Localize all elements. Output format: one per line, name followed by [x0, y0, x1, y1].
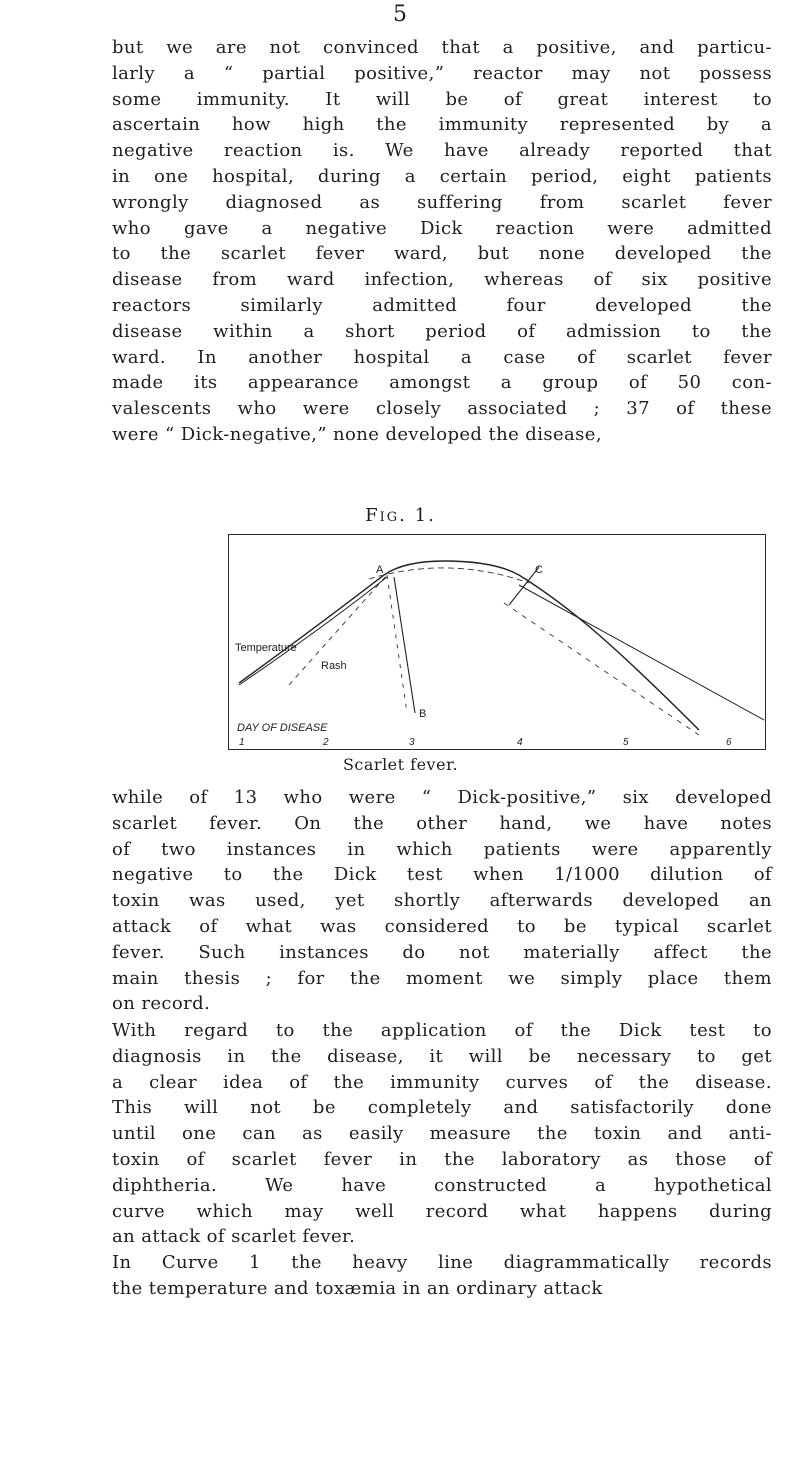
label-temperature: Temperature — [235, 642, 297, 654]
text-line: to the scarlet fever ward, but none developed the — [112, 243, 772, 265]
text-line: In Curve 1 the heavy line diagrammatically records — [112, 1252, 772, 1273]
text-line: main thesis ; for the moment we simply place them — [112, 967, 772, 989]
text-line: negative reaction is. We have already reported that — [112, 140, 772, 162]
text-line: wrongly diagnosed as suffering from scarlet fever — [112, 191, 772, 213]
text-line: were “ Dick-negative,” none developed the disease, — [112, 423, 602, 445]
text-line: disease within a short period of admission to the — [112, 320, 772, 342]
text-line: ward. In another hospital a case of scarlet fever — [112, 346, 772, 368]
text-line: until one can as easily measure the toxin and anti- — [112, 1123, 772, 1145]
text-line: in one hospital, during a certain period, eight patients — [112, 165, 772, 187]
text-line: attack of what was considered to be typical scarlet — [112, 915, 772, 937]
text-line: while of 13 who were “ Dick-positive,” six developed — [112, 787, 772, 808]
paragraph-4 — [112, 1250, 772, 1302]
text-line: a clear idea of the immunity curves of the disease. — [112, 1071, 772, 1093]
text-line: valescents who were closely associated ; 37 of these — [112, 398, 772, 420]
figure-sub-caption: Scarlet fever. — [342, 755, 459, 774]
page-number: 5 — [393, 2, 408, 27]
figure-1-frame — [228, 534, 766, 750]
text-line: negative to the Dick test when 1/1000 dilution of — [112, 864, 772, 886]
text-line: With regard to the application of the Dick test to — [112, 1020, 772, 1041]
day-tick-4: 4 — [517, 737, 523, 748]
day-tick-6: 6 — [726, 737, 732, 748]
c-falling-dashed — [504, 603, 699, 735]
text-line: scarlet fever. On the other hand, we have notes — [112, 812, 772, 834]
text-line: disease from ward infection, whereas of six positive — [112, 269, 772, 291]
text-line: the temperature and toxæmia in an ordinary attack — [112, 1277, 603, 1299]
label-c: C — [535, 564, 543, 576]
text-line: made its appearance amongst a group of 50 con- — [112, 372, 772, 394]
text-line: reactors similarly admitted four developed the — [112, 294, 772, 316]
text-line: larly a “ partial positive,” reactor may not possess — [112, 62, 772, 84]
figure-1-diagram — [229, 535, 765, 749]
day-tick-1: 1 — [239, 737, 245, 748]
text-line: toxin of scarlet fever in the laboratory as those of — [112, 1148, 772, 1170]
text-line: diagnosis in the disease, it will be necessary to get — [112, 1045, 772, 1067]
figure-caption-number: 1. — [414, 505, 436, 526]
text-line: This will not be completely and satisfactorily done — [112, 1097, 772, 1119]
paragraph-1 — [112, 35, 772, 448]
text-line: curve which may well record what happens during — [112, 1200, 772, 1222]
axis-title: DAY OF DISEASE — [237, 722, 328, 734]
text-line: fever. Such instances do not materially affect the — [112, 941, 772, 963]
label-rash: Rash — [321, 660, 347, 672]
text-line: who gave a negative Dick reaction were admitted — [112, 217, 772, 239]
day-ticks — [239, 737, 732, 748]
text-line: of two instances in which patients were apparently — [112, 838, 772, 860]
text-line: an attack of scarlet fever. — [112, 1226, 356, 1248]
text-line: but we are not convinced that a positive, and particu- — [112, 37, 772, 58]
day-tick-2: 2 — [323, 737, 329, 748]
text-line: ascertain how high the immunity represented by a — [112, 114, 772, 136]
label-a: A — [376, 564, 384, 576]
day-tick-3: 3 — [409, 737, 415, 748]
text-line: on record. — [112, 993, 211, 1015]
temperature-curve-underline — [239, 577, 387, 685]
text-line: diphtheria. We have constructed a hypothetical — [112, 1174, 772, 1196]
day-tick-5: 5 — [623, 737, 629, 748]
paragraph-2 — [112, 785, 772, 1017]
paragraph-3 — [112, 1018, 772, 1250]
text-line: some immunity. It will be of great interest to — [112, 88, 772, 110]
figure-caption — [0, 505, 801, 526]
figure-caption-prefix: Fig. — [365, 505, 407, 526]
label-b: B — [419, 708, 427, 720]
temperature-curve — [239, 561, 699, 730]
c-falling-solid — [519, 585, 764, 720]
text-line: toxin was used, yet shortly afterwards developed an — [112, 890, 772, 912]
